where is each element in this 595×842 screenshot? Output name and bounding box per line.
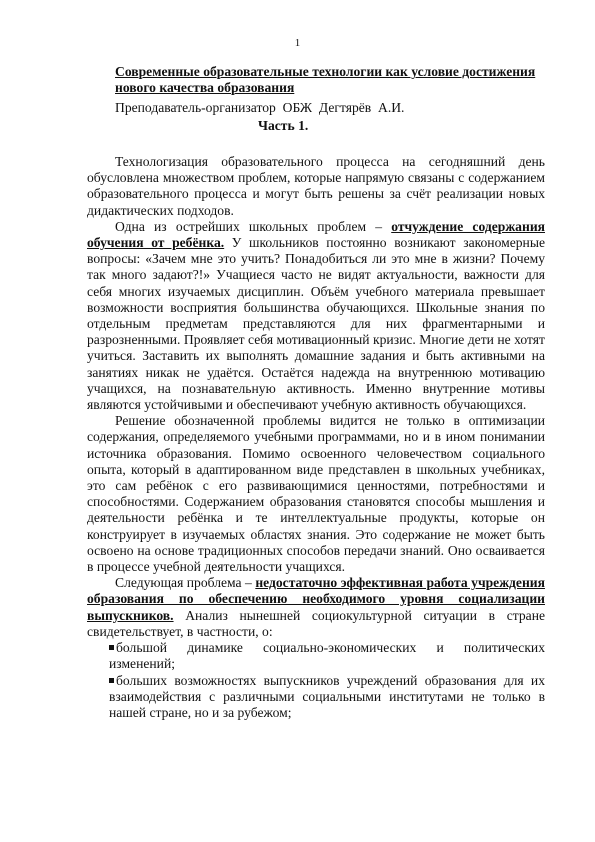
paragraph-3: Решение обозначенной проблемы видится не только в оптимизации содержания, определяемого учебными программами, но и в ином понимании источника образования. Помимо освоенного человечеством социального опыта, который в адаптированном виде представлен в школьных учебниках, это сам ребёнок с его развивающимися ценностями, потребностями и способностями. Содержанием образования становятся способы мышления и деятельности ребёнка и те интеллектуальные продукты, которые он конструирует в изучаемых областях знания. Это содержание не может быть освоено на основе традиционных способов передачи знаний. Оно осваивается в процессе учебной деятельности учащихся. — [87, 413, 545, 575]
list-item — [87, 673, 545, 722]
paragraph-2-lead: Одна из острейших школьных проблем – — [115, 218, 392, 234]
list-item — [87, 640, 545, 672]
paragraph-4-lead: Следующая проблема – — [115, 575, 256, 591]
paragraph-4-emphasis: недостаточно эффективная работа учреждения образования по обеспечению необходимого уровня социализации выпускников. — [87, 575, 545, 623]
paragraph-2 — [87, 219, 545, 413]
paragraph-1: Технологизация образовательного процесса на сегодняшний день обусловлена множеством проблем, которые напрямую связаны с содержанием образовательного процесса и могут быть решены за счёт реализации новых дидактических подходов. — [87, 154, 545, 218]
author-line: Преподаватель-организатор ОБЖ Дегтярёв А.И. — [115, 100, 405, 115]
paragraph-4-body: Анализ нынешней социокультурной ситуации в стране свидетельствует, в частности, о: — [87, 607, 545, 639]
document-title: Современные образовательные технологии как условие достижения нового качества образования — [115, 64, 536, 95]
list-item-text: больших возможностях выпускников учреждений образования для их взаимодействия с различными социальными институтами не только в нашей стране, но и за рубежом; — [109, 672, 545, 720]
paragraph-2-body: У школьников постоянно возникают закономерные вопросы: «Зачем мне это учить? Понадобиться ли это мне в жизни? Почему так много задают?!» Учащиеся часто не видят актуальности, важности для себя многих изучаемых дисциплин. Объём учебного материала превышает возможности восприятия большинства обучающихся. Школьные знания по отдельным предметам представляются для них фрагментарными и разрозненными. Проявляет себя мотивационный кризис. Многие дети не хотят учиться. Заставить их выполнять домашние задания и быть активными на занятиях никак не удаётся. Остаётся надежда на внутреннюю мотивацию учащихся, на познавательную активность. Именно внутренние мотивы являются устойчивыми и обеспечивают учебную активность обучающихся. — [87, 235, 545, 413]
square-bullet-icon — [109, 678, 114, 683]
body-text — [87, 154, 545, 721]
part-heading: Часть 1. — [258, 118, 309, 133]
square-bullet-icon — [109, 645, 114, 650]
page-number: 1 — [294, 37, 301, 49]
list-item-text: большой динамике социально-экономических и политических изменений; — [109, 640, 545, 672]
paragraph-4 — [87, 575, 545, 640]
paragraph-2-emphasis: отчуждение содержания обучения от ребёнка. — [87, 218, 545, 251]
